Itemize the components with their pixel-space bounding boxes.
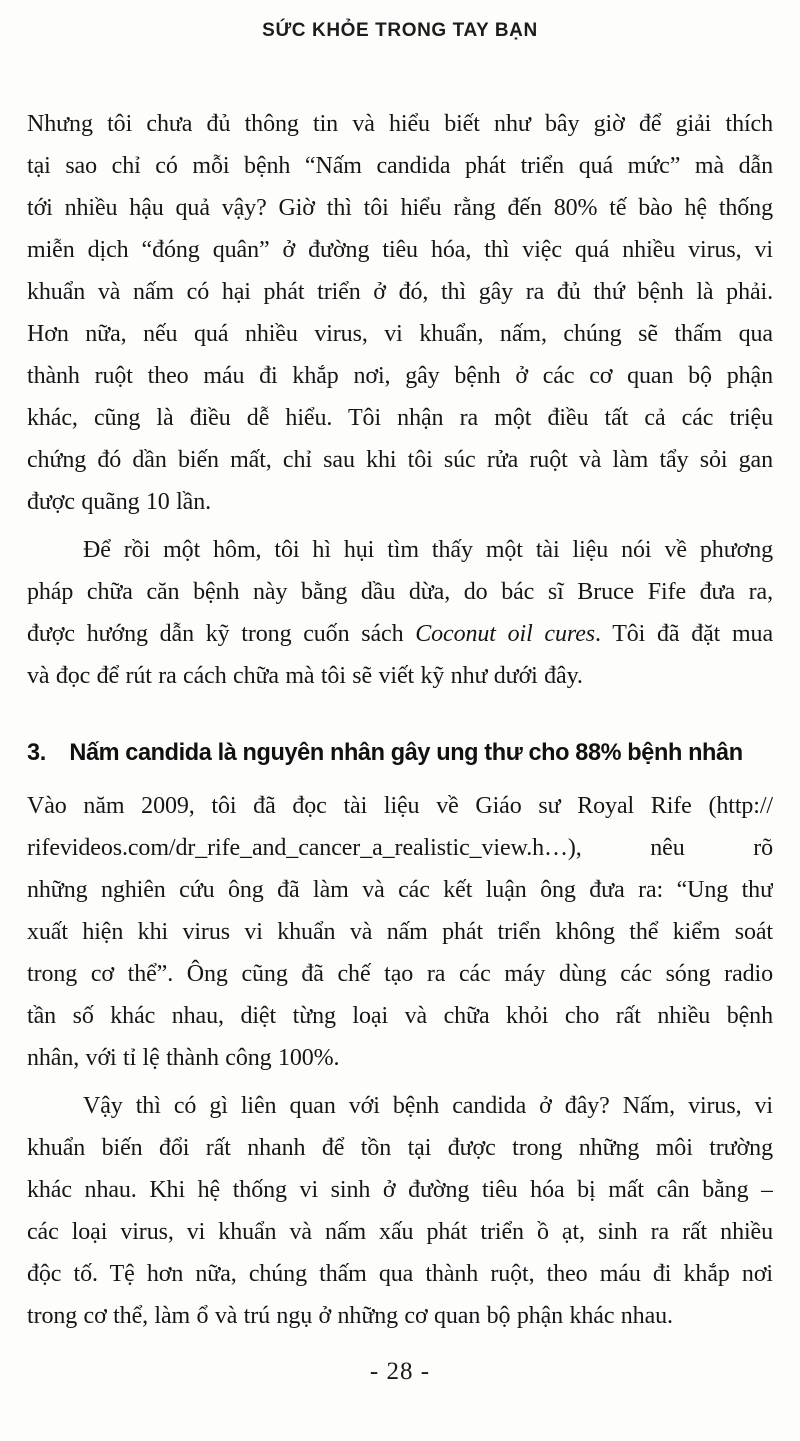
page-number: - 28 - <box>369 1358 431 1385</box>
heading-text: Nấm candida là nguyên nhân gây ung thư cho 88% bệnh nhân <box>69 739 743 766</box>
page-content <box>27 103 773 1343</box>
paragraph-line: Vào năm 2009, tôi đã đọc tài liệu về Giáo sư Royal Rife (http:// <box>27 793 773 819</box>
paragraph-line: được hướng dẫn kỹ trong cuốn sách Coconut oil cures. Tôi đã đặt mua <box>27 621 773 647</box>
paragraph-line: trong cơ thể, làm ổ và trú ngụ ở những cơ quan bộ phận khác nhau. <box>27 1303 673 1329</box>
paragraph-line: được quãng 10 lần. <box>27 489 212 515</box>
paragraph-line: thành ruột theo máu đi khắp nơi, gây bệnh ở các cơ quan bộ phận <box>27 363 773 389</box>
section-heading <box>27 733 758 773</box>
paragraph-line: tới nhiều hậu quả vậy? Giờ thì tôi hiểu rằng đến 80% tế bào hệ thống <box>27 195 773 221</box>
paragraph-line: các loại virus, vi khuẩn và nấm xấu phát triển ồ ạt, sinh ra rất nhiều <box>27 1219 773 1245</box>
paragraph-line: nhân, với tỉ lệ thành công 100%. <box>27 1045 340 1071</box>
paragraph <box>27 529 773 697</box>
paragraph-line: tại sao chỉ có mỗi bệnh “Nấm candida phát triển quá mức” mà dẫn <box>27 153 773 179</box>
book-title-italic: Coconut oil cures <box>415 621 595 647</box>
paragraph-line: miễn dịch “đóng quân” ở đường tiêu hóa, thì việc quá nhiều virus, vi <box>27 237 773 263</box>
paragraph-line: khác, cũng là điều dễ hiểu. Tôi nhận ra một điều tất cả các triệu <box>27 405 773 431</box>
heading-number: 3. <box>27 739 46 766</box>
paragraph <box>27 103 773 523</box>
paragraph-line: chứng đó dần biến mất, chỉ sau khi tôi súc rửa ruột và làm tẩy sỏi gan <box>27 447 773 473</box>
paragraph <box>27 785 773 1079</box>
paragraph-line: Để rồi một hôm, tôi hì hụi tìm thấy một tài liệu nói về phương <box>83 537 773 563</box>
paragraph-line: Vậy thì có gì liên quan với bệnh candida ở đây? Nấm, virus, vi <box>83 1093 773 1119</box>
paragraph-line: Nhưng tôi chưa đủ thông tin và hiểu biết như bây giờ để giải thích <box>27 111 773 137</box>
paragraph-line: và đọc để rút ra cách chữa mà tôi sẽ viết kỹ như dưới đây. <box>27 663 583 689</box>
paragraph-line: rifevideos.com/dr_rife_and_cancer_a_realistic_view.h…), nêu rõ <box>27 835 773 861</box>
paragraph-line: pháp chữa căn bệnh này bằng dầu dừa, do bác sĩ Bruce Fife đưa ra, <box>27 579 773 605</box>
paragraph-line: khuẩn và nấm có hại phát triển ở đó, thì gây ra đủ thứ bệnh là phải. <box>27 279 773 305</box>
paragraph-line: Hơn nữa, nếu quá nhiều virus, vi khuẩn, nấm, chúng sẽ thấm qua <box>27 321 773 347</box>
paragraph-line: độc tố. Tệ hơn nữa, chúng thấm qua thành ruột, theo máu đi khắp nơi <box>27 1261 773 1287</box>
paragraph-line: những nghiên cứu ông đã làm và các kết luận ông đưa ra: “Ung thư <box>27 877 773 903</box>
paragraph-line: khác nhau. Khi hệ thống vi sinh ở đường tiêu hóa bị mất cân bằng – <box>27 1177 773 1203</box>
paragraph-line: khuẩn biến đổi rất nhanh để tồn tại được trong những môi trường <box>27 1135 773 1161</box>
paragraph <box>27 1085 773 1337</box>
paragraph-line: trong cơ thể”. Ông cũng đã chế tạo ra các máy dùng các sóng radio <box>27 961 773 987</box>
paragraph-line: tần số khác nhau, diệt từng loại và chữa khỏi cho rất nhiều bệnh <box>27 1003 773 1029</box>
paragraph-line: xuất hiện khi virus vi khuẩn và nấm phát triển không thể kiểm soát <box>27 919 773 945</box>
running-header: SỨC KHỎE TRONG TAY BẠN <box>262 20 538 41</box>
